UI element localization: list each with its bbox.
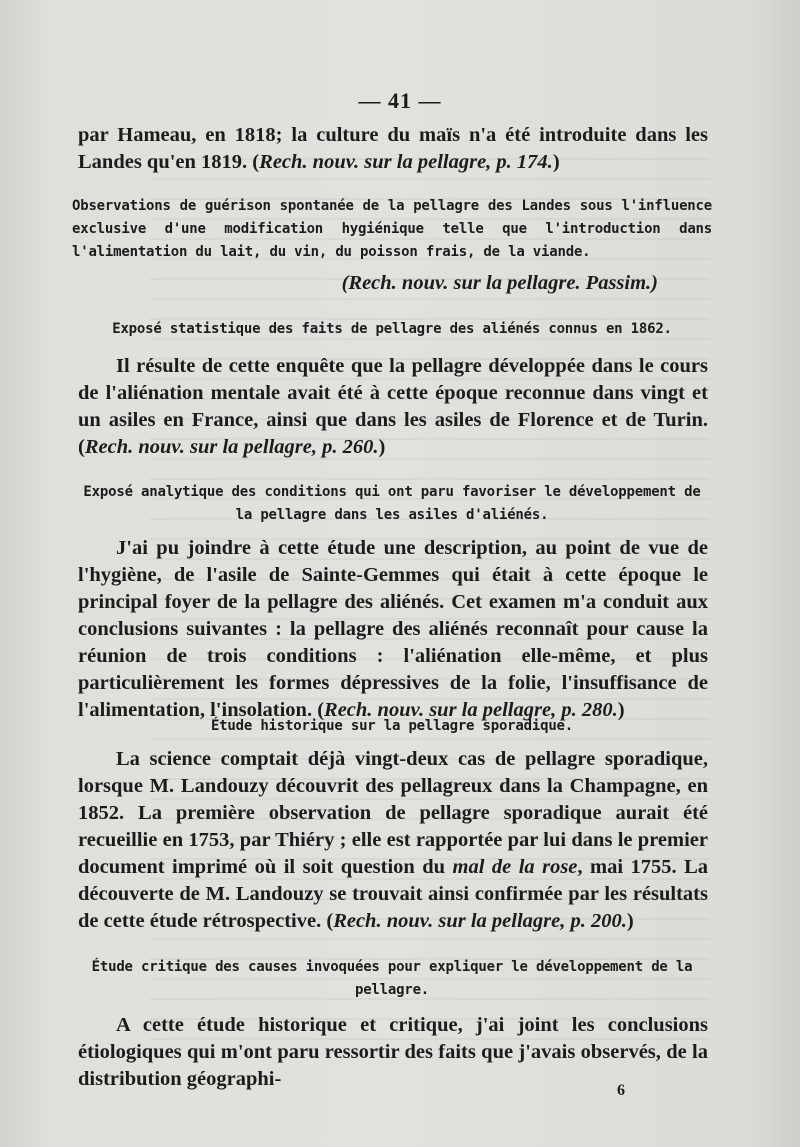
paragraph-4-reference: Rech. nouv. sur la pellagre, p. 200.: [333, 910, 627, 932]
heading-observations: Observations de guérison spontanée de la pellagre des Landes sous l'influence exclusive d'une modification hygiénique telle que l'introduction dans l'alimentation du lait, du vin, du poisson frais, de la viande.: [72, 198, 712, 260]
paragraph-3: [78, 535, 708, 724]
page-number: — 41 —: [358, 88, 442, 113]
paragraph-3-reference: Rech. nouv. sur la pellagre, p. 280.: [324, 699, 618, 721]
paragraph-1-close: ): [552, 151, 560, 173]
paragraph-4-text-2: , mai 1755. La découverte de M. Landouzy se trouvait ainsi confirmée par les résultats de cette étude rétrospective. (: [78, 856, 708, 932]
paragraph-1-reference: Rech. nouv. sur la pellagre, p. 174.: [259, 151, 553, 173]
signature-mark: 6: [617, 1082, 625, 1099]
heading-expose-statistique: Exposé statistique des faits de pellagre des aliénés connus en 1862.: [112, 321, 672, 337]
paragraph-2-close: ): [378, 436, 386, 458]
paragraph-2-text: Il résulte de cette enquête que la pellagre développée dans le cours de l'aliénation mentale avait été à cette époque reconnue dans vingt et un asiles en France, ainsi que dans les asiles de Florence et de Turin. (: [78, 355, 708, 458]
heading-etude-critique: Étude critique des causes invoquées pour expliquer le développement de la pellagre.: [91, 959, 693, 998]
paragraph-1-text: par Hameau, en 1818; la culture du maïs n'a été introduite dans les Landes qu'en 1819. (: [78, 124, 708, 173]
paragraph-2: [78, 353, 708, 461]
heading-etude-historique: Étude historique sur la pellagre sporadique.: [210, 718, 574, 734]
paragraph-4: [78, 746, 708, 935]
paragraph-4-close: ): [626, 910, 634, 932]
reference-passim: (Rech. nouv. sur la pellagre. Passim.): [341, 272, 658, 294]
paragraph-3-close: ): [617, 699, 625, 721]
paragraph-3-text: J'ai pu joindre à cette étude une description, au point de vue de l'hygiène, de l'asile de Sainte-Gemmes qui était à cette époque le principal foyer de la pellagre des aliénés. Cet examen m'a conduit aux conclusions suivantes : la pellagre des aliénés reconnaît pour cause la réunion de trois conditions : l'aliénation elle-même, et plus particulièrement les formes dépressives de la folie, l'insuffisance de l'alimentation, l'insolation. (: [78, 537, 708, 721]
heading-expose-analytique: Exposé analytique des conditions qui ont paru favoriser le développement de la pellagre dans les asiles d'aliénés.: [83, 484, 701, 523]
paragraph-5: A cette étude historique et critique, j'ai joint les conclusions étiologiques qui m'ont paru ressortir des faits que j'avais observés, de la distribution géographi-: [78, 1014, 708, 1090]
paragraph-1: [78, 122, 708, 176]
paragraph-4-emphasis: mal de la rose: [452, 856, 578, 878]
paragraph-4-text: La science comptait déjà vingt-deux cas de pellagre sporadique, lorsque M. Landouzy découvrit des pellagreux dans la Champagne, en 1852. La première observation de pellagre sporadique aurait été recueillie en 1753, par Thiéry ; elle est rapportée par lui dans le premier document imprimé où il soit question du: [78, 748, 708, 878]
paragraph-2-reference: Rech. nouv. sur la pellagre, p. 260.: [84, 436, 379, 458]
